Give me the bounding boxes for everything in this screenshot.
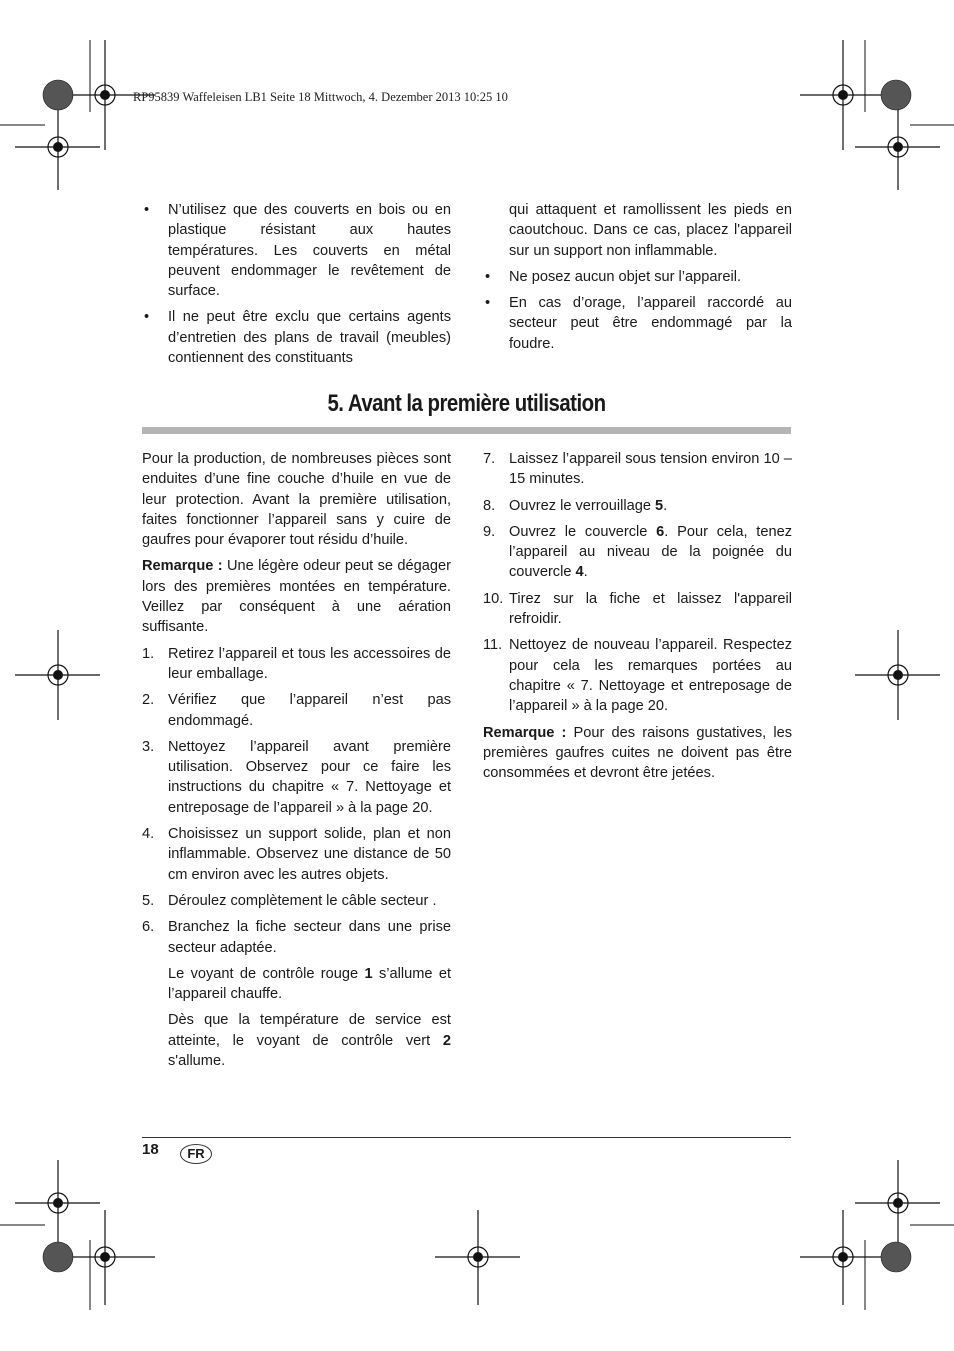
note-label: Remarque : [142, 558, 223, 575]
step-item [483, 496, 792, 516]
step-number: 7. [483, 451, 496, 467]
step-text: . [583, 564, 588, 581]
ref-number: 4 [575, 564, 584, 581]
section-divider [142, 427, 791, 434]
note-paragraph [483, 723, 792, 784]
step-item [483, 522, 792, 583]
step-text: Ouvrez le verrouillage [509, 497, 656, 514]
detail-text: s'allume. [168, 1053, 226, 1070]
bullet-text: Ne posez aucun objet sur l’appareil. [509, 268, 742, 285]
step-number: 3. [142, 738, 155, 755]
detail-text: s’allume et l’appareil chauffe. [168, 965, 451, 1003]
step-text: Choisissez un support solide, plan et non inflammable. Observez une distance de 50 cm environ avec les autres objets. [168, 826, 451, 883]
language-badge: FR [180, 1144, 212, 1164]
section-title: 5. Avant la première utilisation [327, 390, 606, 417]
bullet-item: • Ne posez aucun objet sur l’appareil. [485, 268, 742, 285]
step-item [483, 635, 792, 716]
step-text: Laissez l’appareil sous tension environ 10 – 15 minutes. [509, 451, 792, 488]
step-number: 10. [483, 590, 504, 607]
page-number: 18 [142, 1141, 159, 1158]
note-text: Pour des raisons gustatives, les premières gaufres cuites ne doivent pas être consommées et devront être jetées. [483, 724, 792, 782]
step-text: Ouvrez le couvercle [509, 523, 657, 540]
step-text: Nettoyez de nouveau l’appareil. Respectez pour cela les remarques portées au chapitre « 7. Nettoyage et entreposage de l’appareil » à la page 20. [509, 637, 792, 715]
continuation-text: qui attaquent et ramollissent les pieds en caoutchouc. Dans ce cas, placez l'appareil sur un support non inflammable. [509, 202, 792, 259]
step-text: Déroulez complètement le câble secteur . [168, 892, 437, 909]
step-item [142, 737, 451, 818]
step-number: 8. [483, 497, 496, 514]
step-number: 1. [142, 645, 155, 662]
step-number: 6. [142, 919, 155, 936]
step-number: 2. [142, 692, 155, 709]
ref-number: 5 [655, 497, 664, 514]
step-text: Vérifiez que l’appareil n’est pas endommagé. [168, 692, 451, 729]
detail-text: Dès que la température de service est atteinte, le voyant de contrôle vert [168, 1012, 451, 1049]
step-number: 11. [483, 637, 503, 654]
step-detail [142, 1010, 451, 1071]
step-number: 5. [142, 892, 155, 909]
step-item [142, 824, 451, 885]
step-number: 9. [483, 523, 496, 540]
step-text: Nettoyez l’appareil avant première utilisation. Observez pour ce faire les instructions du chapitre « 7. Nettoyage et entreposage de l’appareil » à la page 20. [168, 738, 451, 816]
step-item [142, 917, 451, 958]
ref-number: 1 [364, 965, 373, 982]
step-number: 4. [142, 826, 155, 843]
top-right-column [483, 200, 792, 360]
ref-number: 2 [442, 1032, 451, 1049]
bullet-item: • En cas d’orage, l’appareil raccordé au secteur peut être endommagé par la foudre. [485, 295, 792, 352]
step-text: Branchez la fiche secteur dans une prise secteur adaptée. [168, 919, 451, 956]
step-item [142, 644, 451, 685]
step-item [142, 891, 451, 911]
bullet-text: Il ne peut être exclu que certains agents d’entretien des plans de travail (meubles) contiennent des constituants [168, 309, 451, 367]
bullet-item: • N’utilisez que des couverts en bois ou en plastique résistant aux hautes températures. Les couverts en métal peuvent endommager le revêtement de surface. [144, 202, 451, 300]
step-item [142, 690, 451, 731]
footer-divider [142, 1137, 791, 1138]
left-column [142, 449, 451, 1077]
step-item [483, 449, 792, 490]
step-text: . Pour cela, tenez l’appareil au niveau de la poignée du couvercle [509, 523, 792, 581]
bullet-item: • Il ne peut être exclu que certains agents d’entretien des plans de travail (meubles) contiennent des constituants [144, 309, 451, 367]
step-text: . [663, 497, 668, 514]
ref-number: 6 [656, 523, 665, 540]
note-paragraph [142, 556, 451, 637]
step-text: Tirez sur la fiche et laissez l'appareil refroidir. [509, 590, 792, 628]
detail-text: Le voyant de contrôle rouge [168, 965, 365, 982]
step-detail [142, 964, 451, 1005]
note-text: Une légère odeur peut se dégager lors des premières montées en température. Veillez par conséquent à une aération suffisante. [142, 558, 451, 636]
print-header: RP95839 Waffeleisen LB1 Seite 18 Mittwoch, 4. Dezember 2013 10:25 10 [133, 90, 508, 104]
bullet-text: N’utilisez que des couverts en bois ou en plastique résistant aux hautes températures. Les couverts en métal peuvent endommager le revêtement de surface. [168, 202, 451, 300]
bullet-text: En cas d’orage, l’appareil raccordé au secteur peut être endommagé par la foudre. [509, 295, 792, 352]
note-label: Remarque : [483, 724, 567, 741]
top-left-column [142, 200, 451, 374]
step-item [483, 589, 792, 630]
right-column [483, 449, 792, 789]
step-text: Retirez l’appareil et tous les accessoires de leur emballage. [168, 645, 451, 682]
intro-paragraph: Pour la production, de nombreuses pièces sont enduites d’une fine couche d’huile en vue de leur protection. Avant la première utilisation, faites fonctionner l’appareil sans y cuire de gaufres pour évaporer tout résidu d’huile. [142, 451, 451, 549]
